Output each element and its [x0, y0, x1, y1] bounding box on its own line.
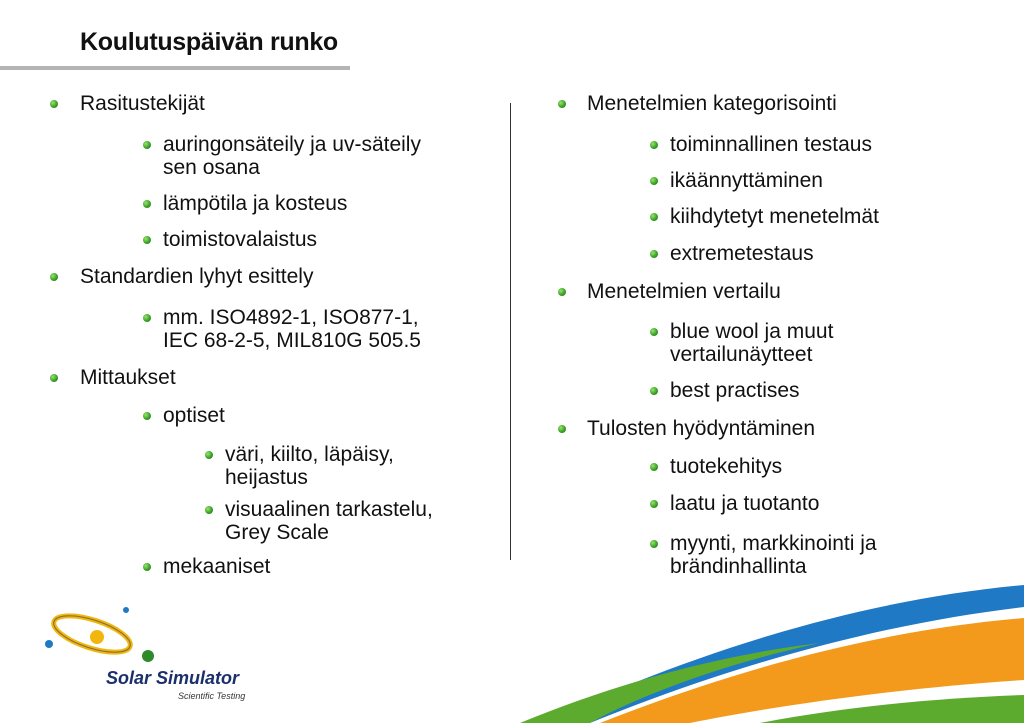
list-item-kategorisointi: Menetelmien kategorisointi — [587, 92, 837, 115]
list-item-mittaukset: Mittaukset — [80, 366, 176, 389]
sub-item-auringonsateily: auringonsäteily ja uv-säteily — [163, 133, 421, 156]
subsub-item-visuaalinen: visuaalinen tarkastelu, — [225, 498, 433, 521]
list-item-rasitustekijat: Rasitustekijät — [80, 92, 205, 115]
sub-item-myynti: myynti, markkinointi ja — [670, 532, 877, 555]
sub-item-auringonsateily-cont: sen osana — [163, 156, 260, 179]
sub-item-toiminnallinen: toiminnallinen testaus — [670, 133, 872, 156]
solar-simulator-logo-icon — [40, 604, 210, 674]
logo-name: Solar Simulator — [106, 668, 240, 688]
subsub-item-visuaalinen-cont: Grey Scale — [225, 521, 329, 544]
sub-item-laatu: laatu ja tuotanto — [670, 492, 820, 515]
sub-item-extremetestaus: extremetestaus — [670, 242, 814, 265]
list-item-tulosten: Tulosten hyödyntäminen — [587, 417, 816, 440]
sub-item-myynti-cont: brändinhallinta — [670, 555, 807, 578]
list-item-vertailu: Menetelmien vertailu — [587, 280, 781, 303]
sub-item-tuotekehitys: tuotekehitys — [670, 455, 783, 478]
sub-item-ikaannyttaminen: ikäännyttäminen — [670, 169, 823, 192]
sub-item-kiihdytetyt: kiihdytetyt menetelmät — [670, 205, 879, 228]
sub-item-optiset: optiset — [163, 404, 225, 427]
page-title: Koulutuspäivän runko — [80, 28, 338, 56]
sub-item-blue-wool-cont: vertailunäytteet — [670, 343, 813, 366]
sub-item-lampotila: lämpötila ja kosteus — [163, 192, 348, 215]
sub-item-best-practises: best practises — [670, 379, 800, 402]
list-item-standardit: Standardien lyhyt esittely — [80, 265, 314, 288]
sub-item-standards-2: IEC 68-2-5, MIL810G 505.5 — [163, 329, 421, 352]
logo-tagline: Scientific Testing — [178, 691, 246, 701]
sub-item-blue-wool: blue wool ja muut — [670, 320, 834, 343]
sub-item-toimistovalaistus: toimistovalaistus — [163, 228, 318, 251]
sub-item-mekaaniset: mekaaniset — [163, 555, 271, 578]
subsub-item-vari-cont: heijastus — [225, 466, 308, 489]
sub-item-standards-1: mm. ISO4892-1, ISO877-1, — [163, 306, 419, 329]
subsub-item-vari: väri, kiilto, läpäisy, — [225, 443, 394, 466]
